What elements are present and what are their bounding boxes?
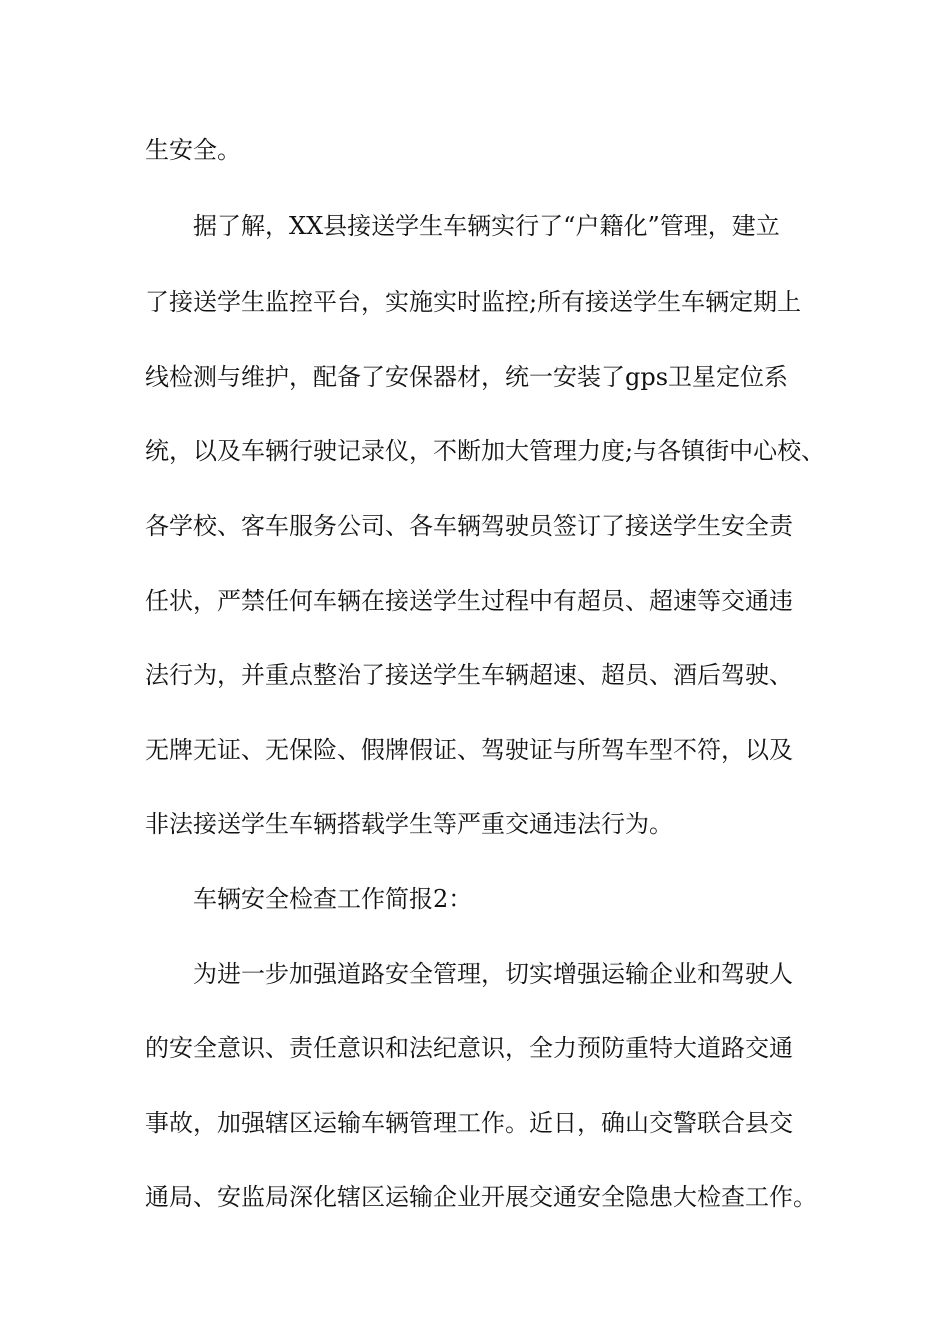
paragraph-line-1: 生安全。 (145, 136, 241, 164)
paragraph-line-6: 各学校、客车服务公司、各车辆驾驶员签订了接送学生安全责 (145, 512, 793, 540)
paragraph-line-10: 非法接送学生车辆搭载学生等严重交通违法行为。 (145, 810, 673, 838)
paragraph-line-7: 任状，严禁任何车辆在接送学生过程中有超员、超速等交通违 (145, 587, 793, 615)
paragraph-line-15: 通局、安监局深化辖区运输企业开展交通安全隐患大检查工作。 (145, 1183, 817, 1211)
paragraph-line-8: 法行为，并重点整治了接送学生车辆超速、超员、酒后驾驶、 (145, 661, 793, 689)
paragraph-line-13: 的安全意识、责任意识和法纪意识，全力预防重特大道路交通 (145, 1034, 793, 1062)
section-heading: 车辆安全检查工作简报2： (193, 885, 473, 913)
paragraph-line-4: 线检测与维护，配备了安保器材，统一安装了gps卫星定位系 (145, 363, 789, 391)
paragraph-line-2: 据了解，XX县接送学生车辆实行了“户籍化”管理，建立 (193, 212, 780, 240)
paragraph-line-14: 事故，加强辖区运输车辆管理工作。近日，确山交警联合县交 (145, 1109, 793, 1137)
paragraph-line-12: 为进一步加强道路安全管理，切实增强运输企业和驾驶人 (193, 960, 793, 988)
paragraph-line-3: 了接送学生监控平台，实施实时监控;所有接送学生车辆定期上 (145, 288, 802, 316)
paragraph-line-5: 统，以及车辆行驶记录仪，不断加大管理力度;与各镇街中心校、 (145, 437, 826, 465)
paragraph-line-9: 无牌无证、无保险、假牌假证、驾驶证与所驾车型不符，以及 (145, 736, 793, 764)
